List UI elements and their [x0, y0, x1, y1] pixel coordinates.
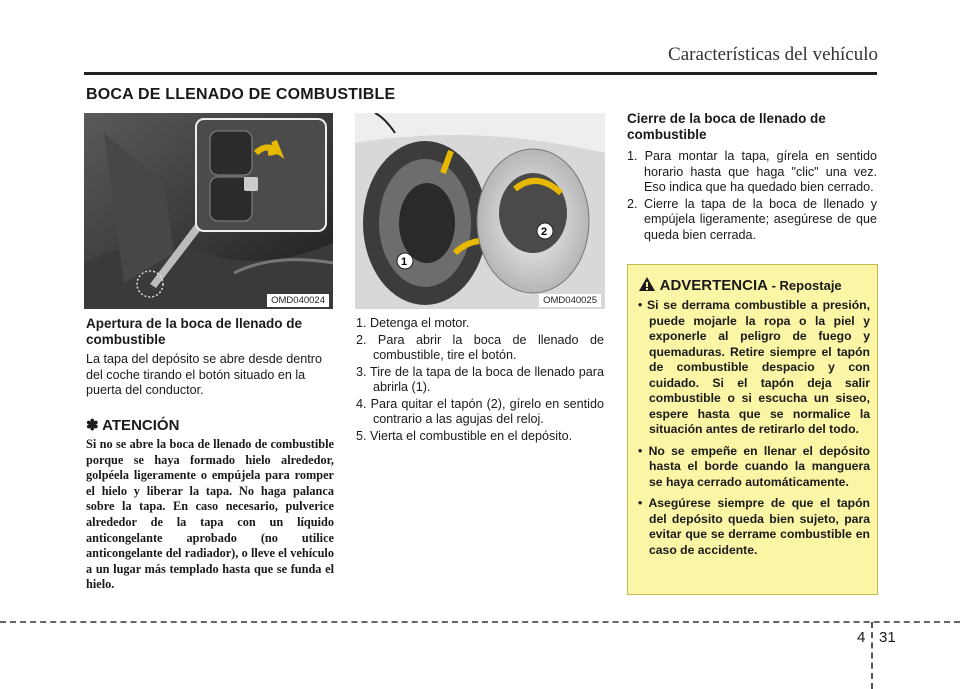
page-number-separator — [871, 622, 873, 689]
callout-2-label: 2 — [541, 226, 548, 238]
fuel-cap — [499, 173, 567, 253]
door-interior-illustration — [84, 113, 333, 309]
list-item: 3. Tire de la tapa de la boca de llenado para abrirla (1). — [356, 364, 604, 394]
closing-steps — [627, 149, 877, 244]
list-item: • Asegúrese siempre de que el tapón del depósito queda bien sujeto, para evitar que se derrame combustible en caso de accidente. — [634, 496, 870, 558]
fuel-cap-photo — [355, 113, 605, 309]
chapter-number: 4 — [857, 629, 866, 646]
photo-caption: OMD040025 — [539, 294, 601, 307]
warning-triangle-icon — [638, 276, 656, 292]
page-number: 31 — [879, 629, 896, 646]
fuel-cap-illustration — [355, 113, 605, 309]
list-item: • Si se derrama combustible a presión, puede mojarle la ropa o la piel y exponerle al peligro de fuego y quemaduras. Retire siempre el tapón de combustible despacio y con cuidado. Si el tapón deja salir combustible o si escucha un siseo, espere hasta que se normalice la situación antes de retirarlo del todo. — [634, 298, 870, 438]
photo-caption: OMD040024 — [267, 294, 329, 307]
list-item: 5. Vierta el combustible en el depósito. — [356, 428, 573, 443]
warning-subtitle: - Repostaje — [771, 278, 842, 293]
list-item: 1. Detenga el motor. — [356, 316, 470, 330]
fuel-pump-icon — [244, 177, 258, 191]
closing-subtitle: Cierre de la boca de llenado de combustible — [627, 111, 826, 142]
chapter-title: Características del vehículo — [668, 44, 878, 65]
list-item: • No se empeñe en llenar el depósito hasta el borde cuando la manguera se haya cerrado automáticamente. — [634, 444, 870, 491]
warning-list — [634, 298, 870, 564]
caution-title: ✽ ATENCIÓN — [86, 417, 180, 434]
warning-heading — [638, 276, 842, 294]
list-item: 4. Para quitar el tapón (2), gírelo en sentido contrario a las agujas del reloj. — [356, 396, 604, 426]
list-item: 2. Cierre la tapa de la boca de llenado y empújela ligeramente; asegúrese de que queda bien cerrada. — [627, 196, 877, 242]
list-item: 1. Para montar la tapa, gírela en sentido horario hasta que haga "clic" una vez. Eso indica que ha quedado bien cerrado. — [627, 149, 877, 194]
header-rule — [84, 72, 877, 75]
opening-subtitle: Apertura de la boca de llenado de combustible — [86, 316, 303, 347]
callout-1-label: 1 — [401, 256, 408, 268]
opening-paragraph: La tapa del depósito se abre desde dentro del coche tirando el botón situado en la puerta del conductor. — [86, 352, 322, 397]
door-button-photo — [84, 113, 333, 309]
section-title: BOCA DE LLENADO DE COMBUSTIBLE — [86, 86, 396, 103]
list-item: 2. Para abrir la boca de llenado de combustible, tire el botón. — [356, 332, 604, 362]
warning-title: ADVERTENCIA — [659, 277, 768, 294]
warning-box — [627, 264, 878, 595]
caution-text: Si no se abre la boca de llenado de combustible porque se haya formado hielo alrededor, golpéela ligeramente o empújela para romper el hielo y liberar la tapa. No haga palanca sobre la tapa. En caso necesario, pulverice alrededor de la tapa con un líquido anticongelante aprobado (no utilice anticongelante del radiador), o lleve el vehículo a un lugar más templado hasta que se funda el hielo. — [86, 437, 334, 592]
opening-steps — [356, 316, 604, 445]
footer-rule — [0, 621, 960, 623]
